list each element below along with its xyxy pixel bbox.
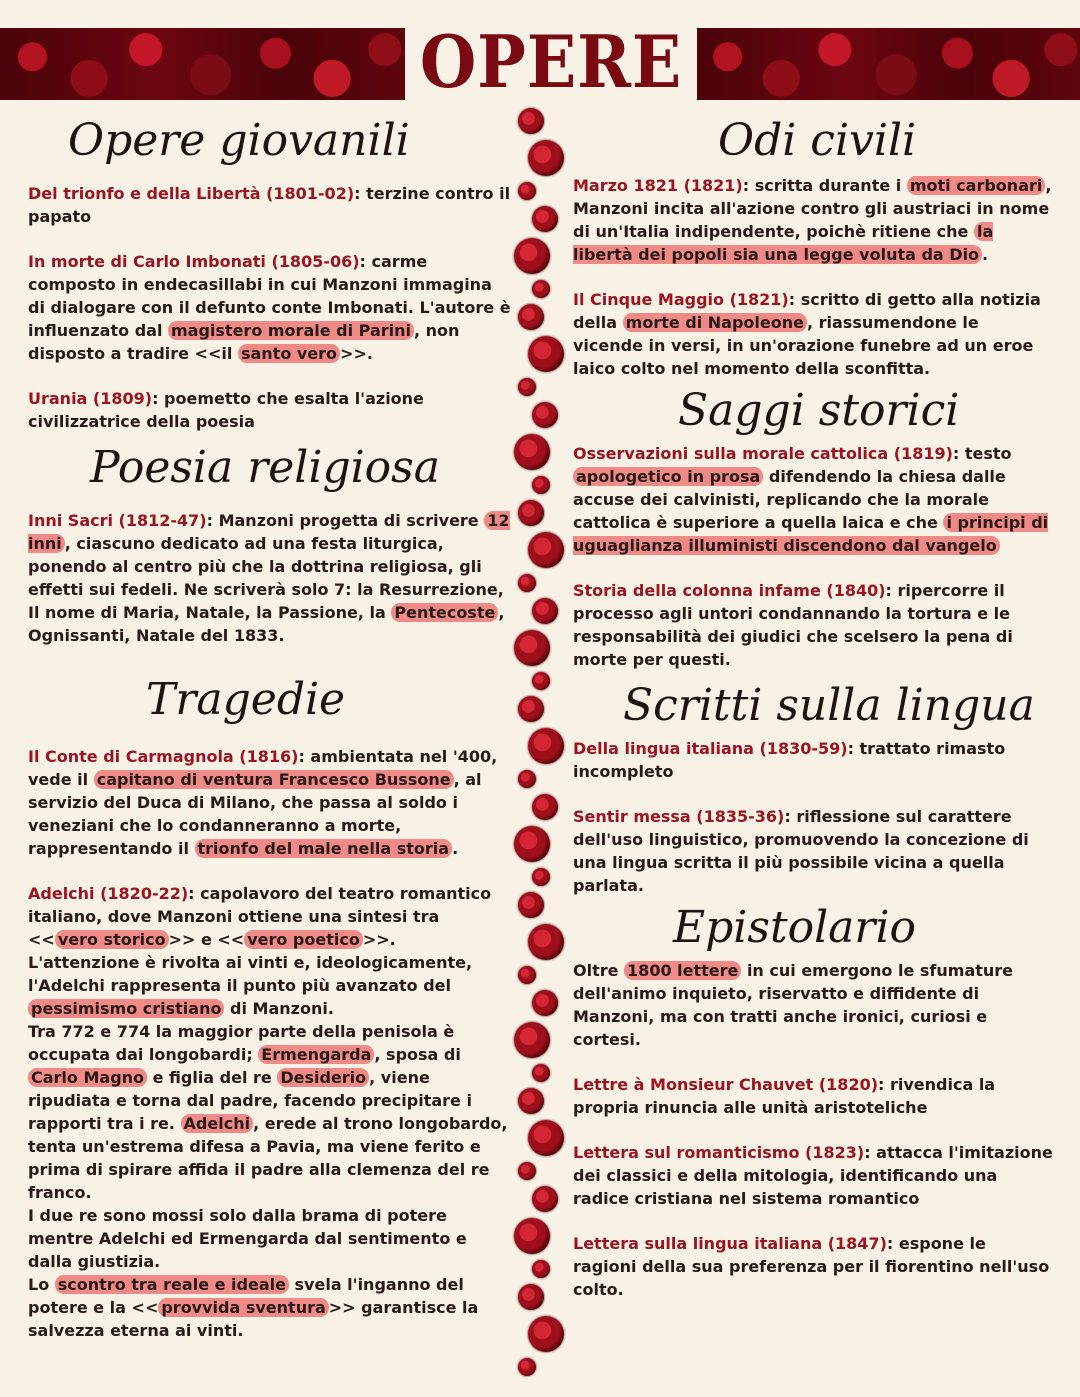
rose-icon (532, 794, 558, 820)
left-column (28, 110, 512, 1342)
entry-trionfo (28, 182, 512, 228)
rose-icon (518, 574, 536, 592)
rose-icon (528, 532, 564, 568)
entry-text: : riflessione sul carattere dell'uso linguistico, promuovendo la concezione di una lingua scritta il più possibile vicina a quella parlata. (573, 807, 1029, 895)
rose-icon (532, 672, 550, 690)
entry-text: difendendo la chiesa dalle accuse dei calvinisti, replicando che la morale cattolica è superiore a quella laica e che (573, 467, 1006, 532)
entry-text: , Manzoni incita all'azione contro gli austriaci in nome di un'Italia indipendente, poichè ritiene che (573, 176, 1052, 241)
rose-icon (518, 892, 544, 918)
entry-text: , viene ripudiata e torna dal padre, facendo precipitare i rapporti tra i re. (28, 1068, 472, 1133)
entry-title: Del trionfo e della Libertà (1801-02) (28, 184, 355, 203)
roses-banner-left (0, 28, 405, 100)
heading-odi-civili: Odi civili (718, 115, 917, 166)
entry-title: Lettre à Monsieur Chauvet (1820) (573, 1075, 879, 1094)
rose-icon (528, 728, 564, 764)
entry-text: : terzine contro il papato (28, 184, 511, 226)
heading-poesia-religiosa: Poesia religiosa (90, 442, 440, 493)
highlight: morte di Napoleone (623, 313, 807, 332)
highlight: vero poetico (244, 930, 363, 949)
highlight: scontro tra reale e ideale (55, 1275, 289, 1294)
highlight: moti carbonari (907, 176, 1046, 195)
entry-imbonati (28, 250, 512, 365)
rose-icon (532, 1186, 558, 1212)
rose-icon (528, 1120, 564, 1156)
entry-text: . (452, 839, 459, 858)
entry-text: : rivendica la propria rinuncia alle unità aristoteliche (573, 1075, 996, 1117)
entry-chauvet (573, 1073, 1053, 1119)
entry-carmagnola (28, 745, 512, 860)
entry-text: Tra 772 e 774 la maggior parte della penisola è occupata dai longobardi; (28, 1022, 455, 1064)
entry-text: . (982, 245, 989, 264)
heading-scritti-lingua: Scritti sulla lingua (623, 680, 1035, 731)
rose-icon (518, 1358, 536, 1376)
rose-icon (514, 434, 550, 470)
entry-text: svela l'inganno del potere e la << (28, 1275, 464, 1317)
rose-icon (528, 1316, 564, 1352)
rose-icon (532, 868, 550, 886)
rose-icon (514, 238, 550, 274)
entry-title: Della lingua italiana (1830-59) (573, 739, 848, 758)
entry-title: Storia della colonna infame (1840) (573, 581, 886, 600)
roses-banner-right (697, 28, 1080, 100)
highlight: apologetico in prosa (573, 467, 763, 486)
rose-icon (528, 336, 564, 372)
right-column (573, 110, 1053, 1301)
highlight: 12 inni (28, 511, 510, 553)
rose-icon (518, 500, 544, 526)
rose-icon (518, 1284, 544, 1310)
highlight: i principi di uguaglianza illuministi discendono dal vangelo (573, 513, 1049, 555)
heading-epistolario: Epistolario (673, 902, 917, 953)
rose-icon (518, 1162, 536, 1180)
entry-text: : ripercorre il processo agli untori condannando la tortura e le responsabilità dei giudici che scelsero la pena di morte per questi. (573, 581, 1013, 669)
entry-text: Oltre (573, 961, 625, 980)
entry-title: Osservazioni sulla morale cattolica (1819) (573, 444, 953, 463)
rose-icon (532, 598, 558, 624)
entry-epistolario-intro (573, 959, 1053, 1051)
highlight: Carlo Magno (28, 1068, 147, 1087)
entry-text: , erede al trono longobardo, tenta un'estrema difesa a Pavia, ma viene ferito e prima di spirare affida il padre alla clemenza del re franco. (28, 1114, 508, 1202)
highlight: pessimismo cristiano (28, 999, 224, 1018)
page-title: OPERE (419, 19, 683, 104)
entry-text: : testo (952, 444, 1012, 463)
rose-icon (532, 280, 550, 298)
entry-urania (28, 387, 512, 433)
highlight: Pentecoste (391, 603, 498, 622)
entry-title: Urania (1809) (28, 389, 153, 408)
entry-text: >>. L'attenzione è rivolta ai vinti e, ideologicamente, l'Adelchi rappresenta il punto più avanzato del (28, 930, 473, 995)
highlight: Adelchi (181, 1114, 254, 1133)
entry-text: I due re sono mossi solo dalla brama di potere mentre Adelchi ed Ermengarda dal sentimento e dalla giustizia. (28, 1206, 467, 1271)
entry-osservazioni (573, 442, 1053, 557)
rose-icon (518, 966, 536, 984)
highlight: Ermengarda (258, 1045, 374, 1064)
rose-icon (514, 630, 550, 666)
entry-text: >> e << (168, 930, 245, 949)
rose-icon (532, 990, 558, 1016)
rose-icon (518, 182, 536, 200)
rose-icon (518, 770, 536, 788)
rose-icon (518, 1088, 544, 1114)
entry-lingua-italiana (573, 1232, 1053, 1301)
rose-icon (518, 378, 536, 396)
entry-text: : scritto di getto alla notizia della (573, 290, 1041, 332)
entry-text: : espone le ragioni della sua preferenza per il fiorentino nell'uso colto. (573, 1234, 1050, 1299)
entry-sentir-messa (573, 805, 1053, 897)
entry-title: Il Conte di Carmagnola (1816) (28, 747, 299, 766)
entry-text: >> garantisce la salvezza eterna ai vinti. (28, 1298, 479, 1340)
entry-text: >>. (340, 344, 373, 363)
highlight: vero storico (55, 930, 169, 949)
entry-text: : Manzoni progetta di scrivere (206, 511, 485, 530)
rose-icon (532, 402, 558, 428)
rose-icon (514, 1022, 550, 1058)
entry-title: Lettera sul romanticismo (1823) (573, 1143, 865, 1162)
rose-icon (532, 476, 550, 494)
entry-text: e figlia del re (147, 1068, 278, 1087)
entry-title: In morte di Carlo Imbonati (1805-06) (28, 252, 360, 271)
rose-icon (528, 924, 564, 960)
entry-title: Adelchi (1820-22) (28, 884, 189, 903)
entry-text: di Manzoni. (224, 999, 334, 1018)
entry-title: Sentir messa (1835-36) (573, 807, 785, 826)
entry-adelchi (28, 882, 512, 1342)
heading-tragedie: Tragedie (146, 674, 346, 725)
heading-saggi-storici: Saggi storici (678, 385, 960, 436)
rose-icon (514, 826, 550, 862)
highlight: capitano di ventura Francesco Bussone (94, 770, 454, 789)
highlight: magistero morale di Parini (168, 321, 414, 340)
entry-title: Lettera sulla lingua italiana (1847) (573, 1234, 887, 1253)
heading-opere-giovanili: Opere giovanili (68, 115, 410, 166)
entry-text: , al servizio del Duca di Milano, che passa al soldo i veneziani che lo condanneranno a morte, rappresentando il (28, 770, 482, 858)
entry-text: : poemetto che esalta l'azione civilizzatrice della poesia (28, 389, 424, 431)
entry-text: , non disposto a tradire <<il (28, 321, 460, 363)
entry-text: : trattato rimasto incompleto (573, 739, 1006, 781)
rose-icon (518, 108, 544, 134)
entry-text: : attacca l'imitazione dei classici e della mitologia, identificando una radice cristiana nel sistema romantico (573, 1143, 1053, 1208)
highlight: provvida sventura (158, 1298, 328, 1317)
highlight: Desiderio (277, 1068, 369, 1087)
rose-icon (518, 696, 544, 722)
entry-text: , riassumendone le vicende in versi, in un'orazione funebre ad un eroe laico colto nel momento della sconfitta. (573, 313, 1034, 378)
highlight: trionfo del male nella storia (195, 839, 453, 858)
entry-text: in cui emergono le sfumature dell'animo inquieto, riservatto e diffidente di Manzoni, ma con tratti anche ironici, curiosi e cortesi. (573, 961, 1014, 1049)
entry-della-lingua (573, 737, 1053, 783)
entry-text: : carme composto in endecasillabi in cui Manzoni immagina di dialogare con il defunto conte Imbonati. L'autore è influenzato dal (28, 252, 511, 340)
entry-text: : ambientata nel '400, vede il (28, 747, 498, 789)
rose-icon (532, 1064, 550, 1082)
highlight: 1800 lettere (624, 961, 741, 980)
rose-icon (532, 206, 558, 232)
entry-text: , sposa di (374, 1045, 461, 1064)
entry-text: : capolavoro del teatro romantico italiano, dove Manzoni ottiene una sintesi tra << (28, 884, 492, 949)
entry-text: Lo (28, 1275, 55, 1294)
entry-text: , Ognissanti, Natale del 1833. (28, 603, 505, 645)
highlight: la libertà dei popoli sia una legge voluta da Dio (573, 222, 994, 264)
entry-text: , ciascuno dedicato ad una festa liturgica, ponendo al centro più che la dottrina religiosa, gli effetti sui fedeli. Ne scriverà solo 7: la Resurrezione, Il nome di Maria, Natale, la Passione, la (28, 534, 504, 622)
entry-title: Il Cinque Maggio (1821) (573, 290, 789, 309)
rose-icon (514, 1218, 550, 1254)
entry-title: Inni Sacri (1812-47) (28, 511, 207, 530)
entry-marzo-1821 (573, 174, 1053, 266)
entry-title: Marzo 1821 (1821) (573, 176, 743, 195)
rose-icon (528, 140, 564, 176)
rose-icon (532, 1260, 550, 1278)
highlight: santo vero (238, 344, 340, 363)
rose-icon (518, 304, 544, 330)
entry-inni-sacri (28, 509, 512, 647)
entry-text: : scritta durante i (742, 176, 907, 195)
entry-cinque-maggio (573, 288, 1053, 380)
entry-colonna-infame (573, 579, 1053, 671)
entry-romanticismo (573, 1141, 1053, 1210)
rose-divider (508, 100, 574, 1397)
